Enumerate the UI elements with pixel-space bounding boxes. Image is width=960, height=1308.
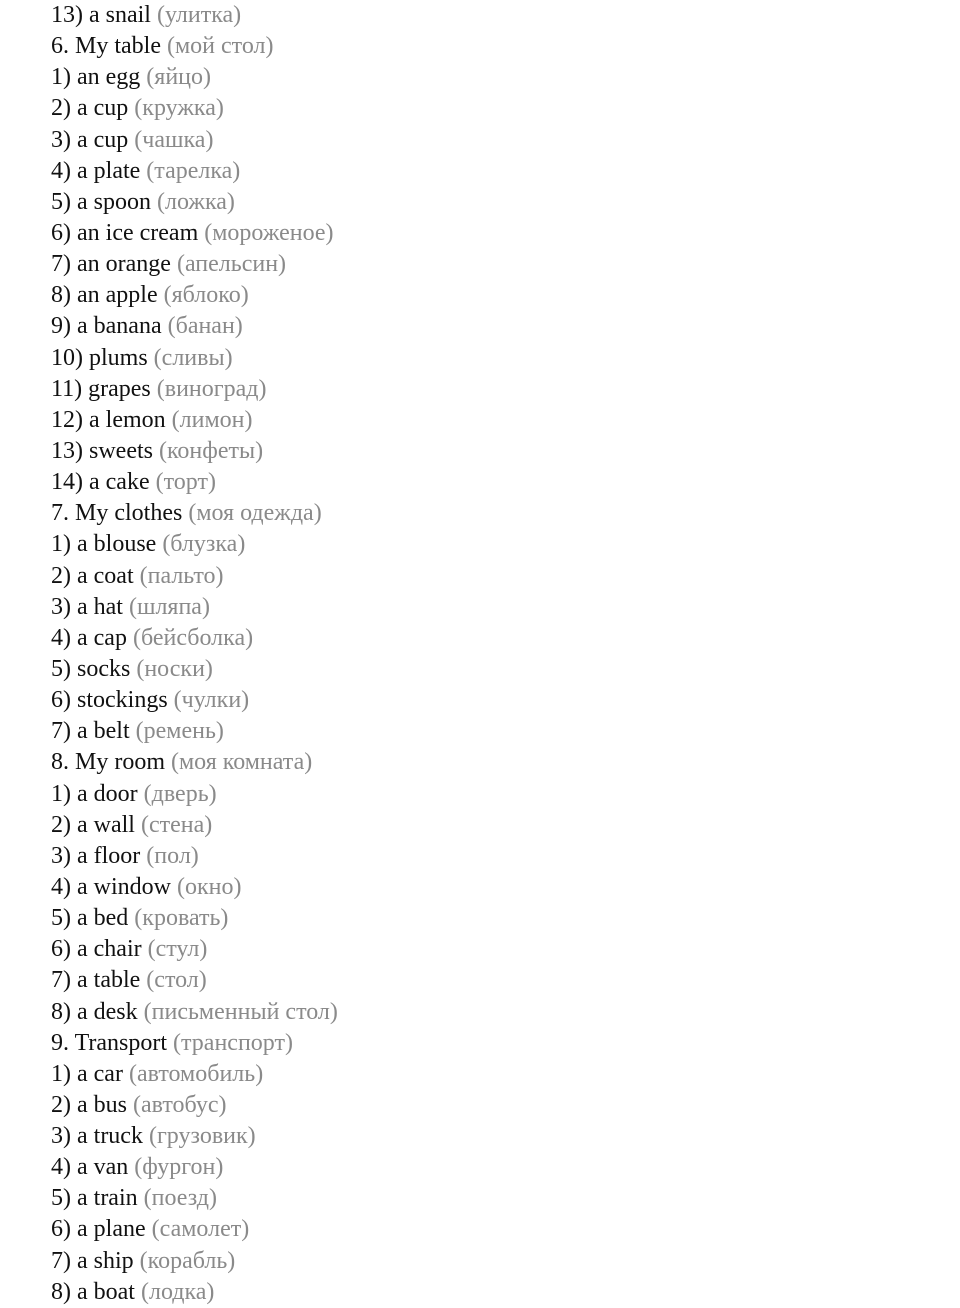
vocabulary-item <box>51 280 338 311</box>
vocabulary-item <box>51 716 338 747</box>
section-heading <box>51 1028 338 1059</box>
section-heading <box>51 498 338 529</box>
vocabulary-item <box>51 1090 338 1121</box>
russian-translation: (бейсболка) <box>132 624 254 651</box>
vocabulary-item <box>51 218 338 249</box>
russian-translation: (улитка) <box>156 2 242 28</box>
russian-translation: (тарелка) <box>146 157 241 184</box>
vocabulary-item <box>51 841 338 872</box>
russian-translation: (корабль) <box>139 1247 236 1274</box>
russian-translation: (блузка) <box>162 531 246 558</box>
vocabulary-item <box>51 467 338 498</box>
russian-translation: (моя одежда) <box>188 500 322 527</box>
vocabulary-item <box>51 997 338 1028</box>
english-term: 2) a bus <box>51 1091 127 1118</box>
vocabulary-item <box>51 187 338 218</box>
english-term: 4) a window <box>51 873 171 900</box>
english-term: 6) an ice cream <box>51 219 199 246</box>
russian-translation: (грузовик) <box>148 1123 256 1150</box>
section-heading <box>51 747 338 778</box>
russian-translation: (кровать) <box>134 905 229 932</box>
russian-translation: (пальто) <box>139 562 224 589</box>
russian-translation: (стол) <box>146 967 207 994</box>
vocabulary-item <box>51 374 338 405</box>
vocabulary-item <box>51 810 338 841</box>
english-term: 11) grapes <box>51 375 151 402</box>
english-term: 1) a car <box>51 1060 123 1087</box>
russian-translation: (апельсин) <box>176 251 287 278</box>
vocabulary-item <box>51 249 338 280</box>
english-term: 3) a floor <box>51 842 141 869</box>
vocabulary-item <box>51 311 338 342</box>
english-term: 13) a snail <box>51 2 151 28</box>
english-term: 3) a truck <box>51 1123 143 1150</box>
english-term: 1) an egg <box>51 64 141 91</box>
english-term: 6) a plane <box>51 1216 146 1243</box>
english-term: 14) a cake <box>51 469 150 496</box>
english-term: 9) a banana <box>51 313 162 340</box>
vocabulary-item <box>51 1059 338 1090</box>
russian-translation: (ремень) <box>135 718 224 745</box>
english-term: 9. Transport <box>51 1029 168 1056</box>
english-term: 8) a boat <box>51 1278 135 1305</box>
russian-translation: (лодка) <box>140 1278 215 1305</box>
english-term: 8) an apple <box>51 282 158 309</box>
russian-translation: (окно) <box>176 873 242 900</box>
english-term: 7) a ship <box>51 1247 134 1274</box>
russian-translation: (автобус) <box>132 1091 227 1118</box>
vocabulary-item <box>51 405 338 436</box>
russian-translation: (автомобиль) <box>128 1060 264 1087</box>
english-term: 2) a coat <box>51 562 134 589</box>
russian-translation: (чашка) <box>134 126 214 153</box>
english-term: 8) a desk <box>51 998 138 1025</box>
russian-translation: (лимон) <box>171 406 253 433</box>
english-term: 3) a cup <box>51 126 129 153</box>
russian-translation: (стена) <box>140 811 213 838</box>
russian-translation: (виноград) <box>156 375 267 402</box>
english-term: 2) a wall <box>51 811 135 838</box>
russian-translation: (пол) <box>146 842 199 869</box>
vocabulary-item <box>51 156 338 187</box>
vocabulary-item <box>51 1152 338 1183</box>
russian-translation: (дверь) <box>143 780 217 807</box>
english-term: 4) a cap <box>51 624 127 651</box>
vocabulary-item <box>51 93 338 124</box>
vocabulary-item <box>51 1121 338 1152</box>
vocabulary-item <box>51 934 338 965</box>
russian-translation: (торт) <box>155 469 216 496</box>
vocabulary-item <box>51 623 338 654</box>
english-term: 4) a plate <box>51 157 141 184</box>
vocabulary-item <box>51 343 338 374</box>
english-term: 5) a spoon <box>51 188 151 215</box>
english-term: 5) socks <box>51 655 131 682</box>
english-term: 2) a cup <box>51 95 129 122</box>
english-term: 1) a door <box>51 780 138 807</box>
russian-translation: (транспорт) <box>173 1029 293 1056</box>
english-term: 12) a lemon <box>51 406 166 433</box>
russian-translation: (кружка) <box>134 95 224 122</box>
russian-translation: (яйцо) <box>146 64 212 91</box>
english-term: 4) a van <box>51 1154 129 1181</box>
russian-translation: (мой стол) <box>166 33 274 60</box>
vocabulary-item <box>51 685 338 716</box>
vocabulary-item <box>51 62 338 93</box>
english-term: 7) a belt <box>51 718 130 745</box>
russian-translation: (стул) <box>147 936 208 963</box>
vocabulary-item <box>51 965 338 996</box>
russian-translation: (поезд) <box>143 1185 217 1212</box>
vocabulary-item <box>51 872 338 903</box>
vocabulary-item <box>51 125 338 156</box>
english-term: 1) a blouse <box>51 531 157 558</box>
vocabulary-item <box>51 903 338 934</box>
vocabulary-item <box>51 1277 338 1308</box>
russian-translation: (конфеты) <box>158 437 264 464</box>
section-heading <box>51 31 338 62</box>
russian-translation: (фургон) <box>134 1154 224 1181</box>
russian-translation: (яблоко) <box>163 282 249 309</box>
english-term: 10) plums <box>51 344 148 371</box>
russian-translation: (сливы) <box>153 344 233 371</box>
vocabulary-item <box>51 1214 338 1245</box>
russian-translation: (письменный стол) <box>143 998 338 1025</box>
english-term: 6. My table <box>51 33 161 60</box>
russian-translation: (моя комната) <box>171 749 313 776</box>
english-term: 3) a hat <box>51 593 123 620</box>
russian-translation: (ложка) <box>156 188 235 215</box>
english-term: 7. My clothes <box>51 500 183 527</box>
vocabulary-item <box>51 1183 338 1214</box>
vocabulary-item <box>51 529 338 560</box>
vocabulary-item <box>51 436 338 467</box>
vocabulary-item <box>51 654 338 685</box>
vocabulary-list <box>51 0 338 1308</box>
english-term: 5) a train <box>51 1185 138 1212</box>
vocabulary-item <box>51 592 338 623</box>
vocabulary-item <box>51 779 338 810</box>
russian-translation: (шляпа) <box>128 593 210 620</box>
russian-translation: (чулки) <box>173 687 250 714</box>
english-term: 7) a table <box>51 967 141 994</box>
russian-translation: (самолет) <box>151 1216 250 1243</box>
english-term: 6) a chair <box>51 936 142 963</box>
vocabulary-item <box>51 561 338 592</box>
russian-translation: (носки) <box>136 655 213 682</box>
english-term: 5) a bed <box>51 905 129 932</box>
vocabulary-item <box>51 0 338 31</box>
russian-translation: (мороженое) <box>204 219 334 246</box>
english-term: 7) an orange <box>51 251 171 278</box>
russian-translation: (банан) <box>167 313 243 340</box>
vocabulary-item <box>51 1246 338 1277</box>
english-term: 6) stockings <box>51 687 168 714</box>
english-term: 8. My room <box>51 749 165 776</box>
english-term: 13) sweets <box>51 437 153 464</box>
